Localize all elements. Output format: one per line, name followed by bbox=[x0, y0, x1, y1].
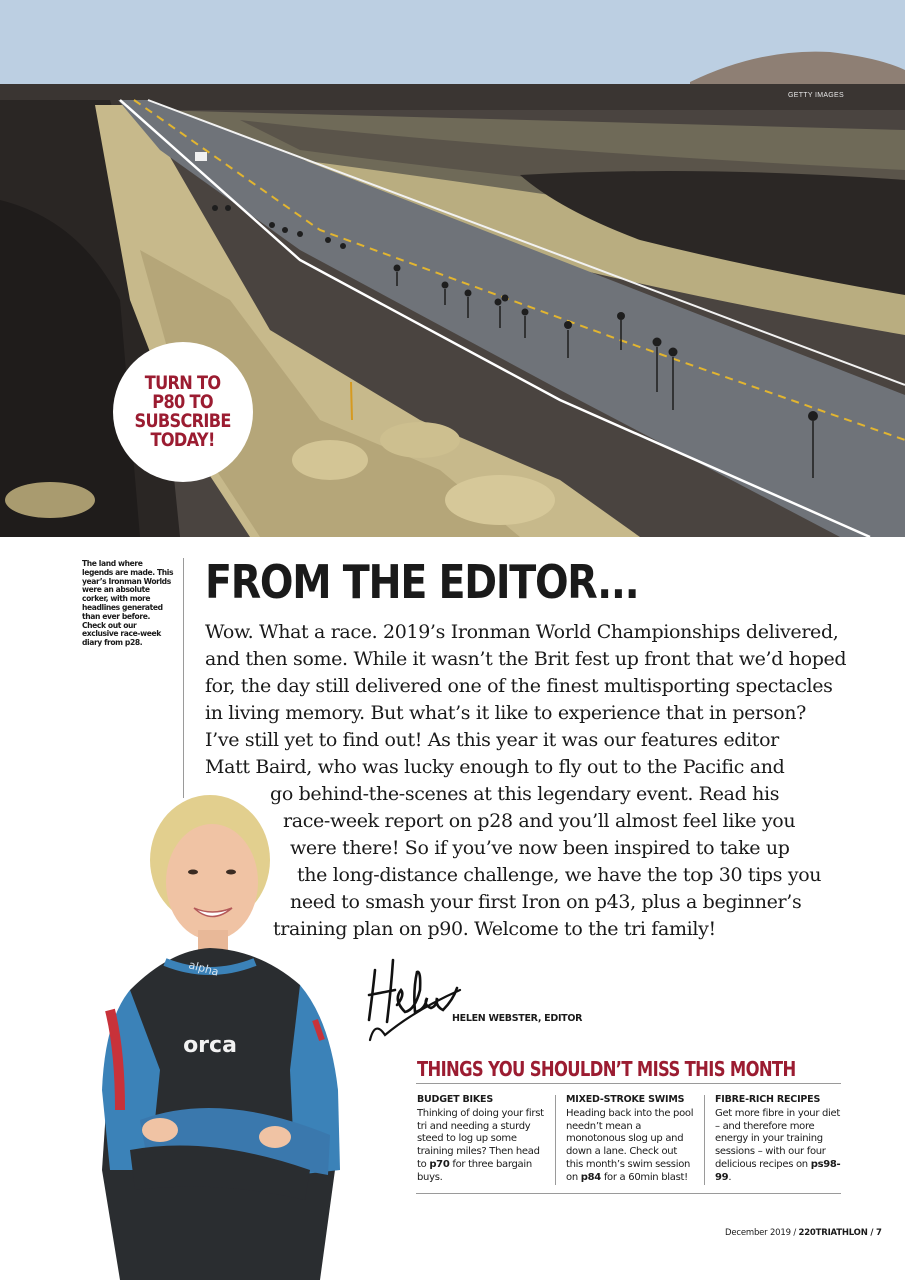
feature-page-link[interactable]: p70 bbox=[429, 1158, 450, 1170]
page-folio bbox=[725, 1228, 882, 1238]
feature-page-link[interactable]: p84 bbox=[580, 1171, 601, 1183]
feature-page-link[interactable]: ps98-99 bbox=[715, 1158, 841, 1183]
photo-caption: The land where legends are made. This year’s Ironman Worlds were an absolute corker, with more headlines generated than ever before. Check out our exclusive race-week diary from p28. bbox=[82, 559, 174, 648]
folio-magazine: 220TRIATHLON bbox=[798, 1228, 868, 1238]
feature-heading: BUDGET BIKES bbox=[417, 1094, 493, 1105]
body-line: in living memory. But what’s it like to experience that in person? bbox=[205, 702, 806, 724]
feature-mixed-stroke-swims bbox=[566, 1094, 694, 1185]
feature-heading: FIBRE-RICH RECIPES bbox=[715, 1094, 821, 1105]
column-divider bbox=[704, 1095, 705, 1185]
feature-text: Thinking of doing your first tri and needing a sturdy steed to log up some training miles? Then head to bbox=[417, 1107, 544, 1170]
subscribe-badge[interactable] bbox=[113, 342, 253, 482]
feature-text-tail: for a 60min blast! bbox=[600, 1171, 688, 1183]
things-top-rule bbox=[416, 1083, 841, 1084]
feature-budget-bikes bbox=[417, 1094, 545, 1185]
wetsuit-collar-text: alpha bbox=[187, 958, 221, 979]
feature-text-tail: for three bargain buys. bbox=[417, 1158, 532, 1183]
caption-divider bbox=[183, 558, 184, 798]
body-line: and then some. While it wasn’t the Brit fest up front that we’d hoped bbox=[205, 648, 847, 670]
subscribe-badge-text: TURN TO P80 TO SUBSCRIBE TODAY! bbox=[134, 372, 232, 451]
feature-text: Get more fibre in your diet – and therefore more energy in your training sessions – with our four delicious recipes on bbox=[715, 1107, 841, 1170]
body-line: need to smash your first Iron on p43, plus a beginner’s bbox=[290, 891, 802, 913]
feature-heading: MIXED-STROKE SWIMS bbox=[566, 1094, 685, 1105]
things-title: THINGS YOU SHOULDN’T MISS THIS MONTH bbox=[417, 1057, 796, 1081]
body-line: the long-distance challenge, we have the top 30 tips you bbox=[297, 864, 822, 886]
folio-page-number: / 7 bbox=[867, 1228, 882, 1238]
editor-signature bbox=[365, 950, 475, 1049]
body-line: were there! So if you’ve now been inspired to take up bbox=[290, 837, 790, 859]
body-line: race-week report on p28 and you’ll almost feel like you bbox=[283, 810, 796, 832]
editor-name: HELEN WEBSTER, EDITOR bbox=[452, 1013, 583, 1024]
body-line: I’ve still yet to find out! As this year it was our features editor bbox=[205, 729, 779, 751]
folio-date: December 2019 / bbox=[725, 1228, 799, 1238]
wetsuit-logo: orca bbox=[183, 1033, 237, 1058]
feature-text-tail: . bbox=[728, 1171, 732, 1183]
feature-fibre-rich-recipes bbox=[715, 1094, 843, 1185]
body-line: Matt Baird, who was lucky enough to fly out to the Pacific and bbox=[205, 756, 785, 778]
page-title: FROM THE EDITOR... bbox=[205, 555, 639, 609]
photo-credit: GETTY IMAGES bbox=[788, 92, 844, 99]
body-line: training plan on p90. Welcome to the tri family! bbox=[273, 918, 716, 940]
body-line: for, the day still delivered one of the finest multisporting spectacles bbox=[205, 675, 833, 697]
feature-text: Heading back into the pool needn’t mean a monotonous slog up and down a lane. Check out this month’s swim session on bbox=[566, 1107, 694, 1183]
body-line: go behind-the-scenes at this legendary event. Read his bbox=[270, 783, 780, 805]
things-bottom-rule bbox=[416, 1193, 841, 1194]
body-line: Wow. What a race. 2019’s Ironman World Championships delivered, bbox=[205, 621, 839, 643]
column-divider bbox=[555, 1095, 556, 1185]
editor-portrait bbox=[90, 790, 355, 1280]
